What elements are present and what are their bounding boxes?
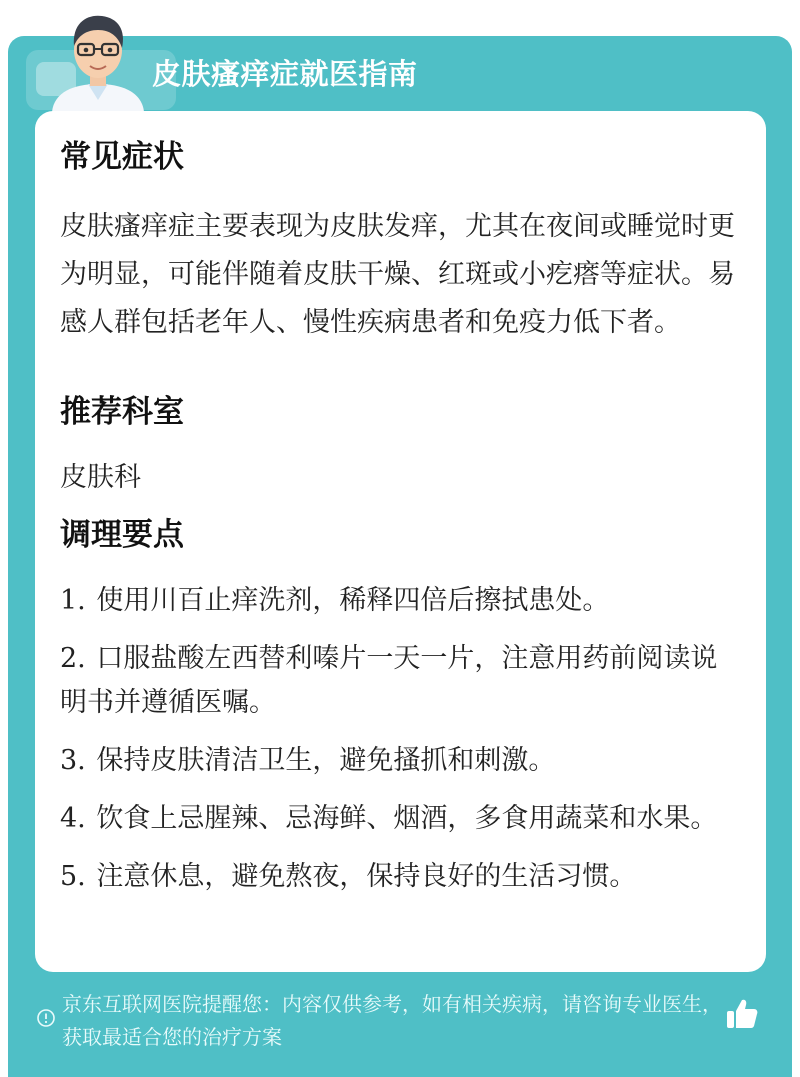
list-item — [60, 855, 740, 899]
list-item-text: 使用川百止痒洗剂，稀释四倍后擦拭患处。 — [96, 585, 610, 616]
list-item-number: 2. — [60, 643, 86, 674]
list-item-number: 4. — [60, 803, 86, 834]
section-symptoms — [60, 137, 740, 347]
section-heading: 推荐科室 — [60, 394, 184, 430]
list-item-text: 注意休息，避免熬夜，保持良好的生活习惯。 — [96, 861, 637, 892]
list-item-text: 口服盐酸左西替利嗪片一天一片，注意用药前阅读说明书并遵循医嘱。 — [60, 643, 718, 718]
thumbs-up-icon[interactable] — [724, 996, 760, 1032]
list-item-number: 5. — [60, 861, 86, 892]
list-item-number: 3. — [60, 745, 86, 776]
list-item — [60, 797, 740, 841]
info-icon — [36, 1008, 56, 1028]
list-item-text: 饮食上忌腥辣、忌海鲜、烟酒，多食用蔬菜和水果。 — [96, 803, 718, 834]
section-heading: 常见症状 — [60, 139, 184, 175]
disclaimer-text: 京东互联网医院提醒您：内容仅供参考，如有相关疾病，请咨询专业医生，获取最适合您的治疗方案 — [62, 992, 722, 1049]
list-item — [60, 579, 740, 623]
doctor-avatar-icon — [48, 8, 148, 112]
section-text: 皮肤瘙痒症主要表现为皮肤发痒，尤其在夜间或睡觉时更为明显，可能伴随着皮肤干燥、红斑或小疙瘩等症状。易感人群包括老年人、慢性疾病患者和免疫力低下者。 — [60, 211, 735, 338]
content-card — [35, 111, 766, 972]
section-text: 皮肤科 — [60, 462, 141, 493]
list-item-text: 保持皮肤清洁卫生，避免搔抓和刺激。 — [96, 745, 556, 776]
section-heading: 调理要点 — [60, 517, 184, 553]
section-department — [60, 392, 740, 502]
section-care-points — [60, 515, 740, 899]
list-item-number: 1. — [60, 585, 86, 616]
page-title: 皮肤瘙痒症就医指南 — [152, 57, 418, 91]
list-item — [60, 637, 740, 725]
list-item — [60, 739, 740, 783]
